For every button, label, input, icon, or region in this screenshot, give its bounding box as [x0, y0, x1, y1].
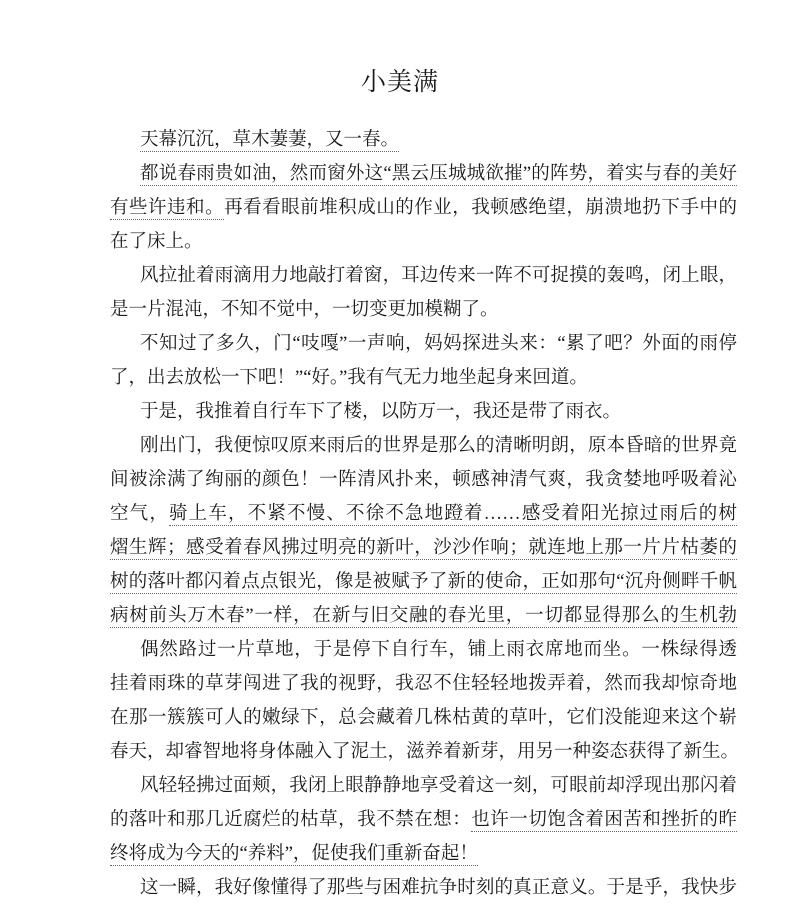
- document-title: 小美满: [360, 69, 439, 96]
- text-segment: 空气，: [110, 504, 169, 524]
- text-line: [110, 803, 737, 837]
- text-line: [110, 531, 737, 565]
- text-line: [110, 497, 737, 531]
- underlined-text: 有些许违和。: [110, 198, 225, 218]
- text-line: [110, 259, 737, 293]
- text-line: [110, 191, 737, 225]
- underlined-text: 都说春雨贵如油，然而窗外这“黑云压城城欲摧”的阵势，着实与春的美好: [140, 164, 737, 184]
- text-segment: 的落叶和那几近腐烂的枯草，我不禁在想：: [110, 810, 472, 830]
- text-line: [110, 395, 737, 429]
- text-line: [110, 667, 737, 701]
- text-segment: 刚出门，我便惊叹原来雨后的世界是那么的清晰明朗，原本昏暗的世界竟: [140, 436, 737, 456]
- text-line: [110, 293, 737, 327]
- text-segment: 于是，我推着自行车下了楼，以防万一，我还是带了雨衣。: [140, 402, 622, 422]
- text-segment: 在那一簇簇可人的嫩绿下，总会藏着几株枯黄的草叶，它们没能迎来这个崭: [110, 708, 737, 728]
- text-line: [110, 735, 740, 769]
- underlined-text: 熠生辉；感受着春风拂过明亮的新叶，沙沙作响；就连地上那一片片枯萎的: [110, 538, 737, 565]
- text-segment: 了，出去放松一下吧！”“好。”我有气无力地坐起身来回道。: [110, 368, 588, 388]
- text-line: [110, 123, 737, 157]
- underlined-text: 终将成为今天的“养料”，促使我们重新奋起！: [110, 844, 478, 864]
- text-segment: 这一瞬，我好像懂得了那些与困难抗争时刻的真正意义。于是乎，我快步: [140, 878, 737, 898]
- document-body: [110, 123, 740, 905]
- text-segment: 在了床上。: [110, 232, 203, 252]
- text-line: [110, 327, 737, 361]
- underlined-text: 骑上车，不紧不慢、不徐不急地蹬着……感受着阳光掠过雨后的树: [110, 504, 737, 531]
- text-segment: 偶然路过一片草地，于是停下自行车，铺上雨衣席地而坐。一株绿得透: [140, 640, 737, 660]
- text-line: [110, 701, 737, 735]
- text-segment: 不知过了多久，门“吱嘎”一声响，妈妈探进头来：“累了吧？外面的雨停: [140, 334, 737, 354]
- text-line: [110, 633, 737, 667]
- text-segment: 挂着雨珠的草芽闯进了我的视野，我忍不住轻轻地拨弄着，然而我却惊奇地: [110, 674, 737, 694]
- text-line: [110, 225, 737, 259]
- underlined-text: 天幕沉沉，草木萋萋，又一春。: [140, 130, 400, 150]
- text-line: [110, 361, 737, 395]
- text-segment: 春天，却睿智地将身体融入了泥土，滋养着新芽，用另一种姿态获得了新生。: [110, 742, 740, 762]
- text-segment: 间被涂满了绚丽的颜色！一阵清风扑来，顿感神清气爽，我贪婪地呼吸着沁: [110, 470, 737, 490]
- text-line: [110, 429, 737, 463]
- text-segment: 再看看眼前堆积成山的作业，我顿感绝望，崩溃地扔下手中的: [224, 198, 737, 218]
- underlined-text: 树的落叶都闪着点点银光，像是被赋予了新的使命，正如那句“沉舟侧畔千帆: [110, 572, 737, 599]
- underlined-text: 病树前头万木春”一样，在新与旧交融的春光里，一切都显得那么的生机勃: [110, 606, 737, 633]
- text-line: [110, 599, 737, 633]
- text-segment: 风轻轻拂过面颊，我闭上眼静静地享受着这一刻，可眼前却浮现出那闪着: [140, 776, 737, 796]
- text-line: [110, 157, 737, 191]
- text-segment: 是一片混沌，不知不觉中，一切变更加模糊了。: [110, 300, 499, 320]
- text-line: [110, 837, 737, 871]
- text-line: [110, 871, 737, 905]
- underlined-text: 也许一切饱含着困苦和挫折的昨: [110, 810, 737, 837]
- text-line: [110, 565, 737, 599]
- text-segment: 风拉扯着雨滴用力地敲打着窗，耳边传来一阵不可捉摸的轰鸣，闭上眼，: [140, 266, 737, 286]
- text-line: [110, 769, 737, 803]
- text-line: [110, 463, 737, 497]
